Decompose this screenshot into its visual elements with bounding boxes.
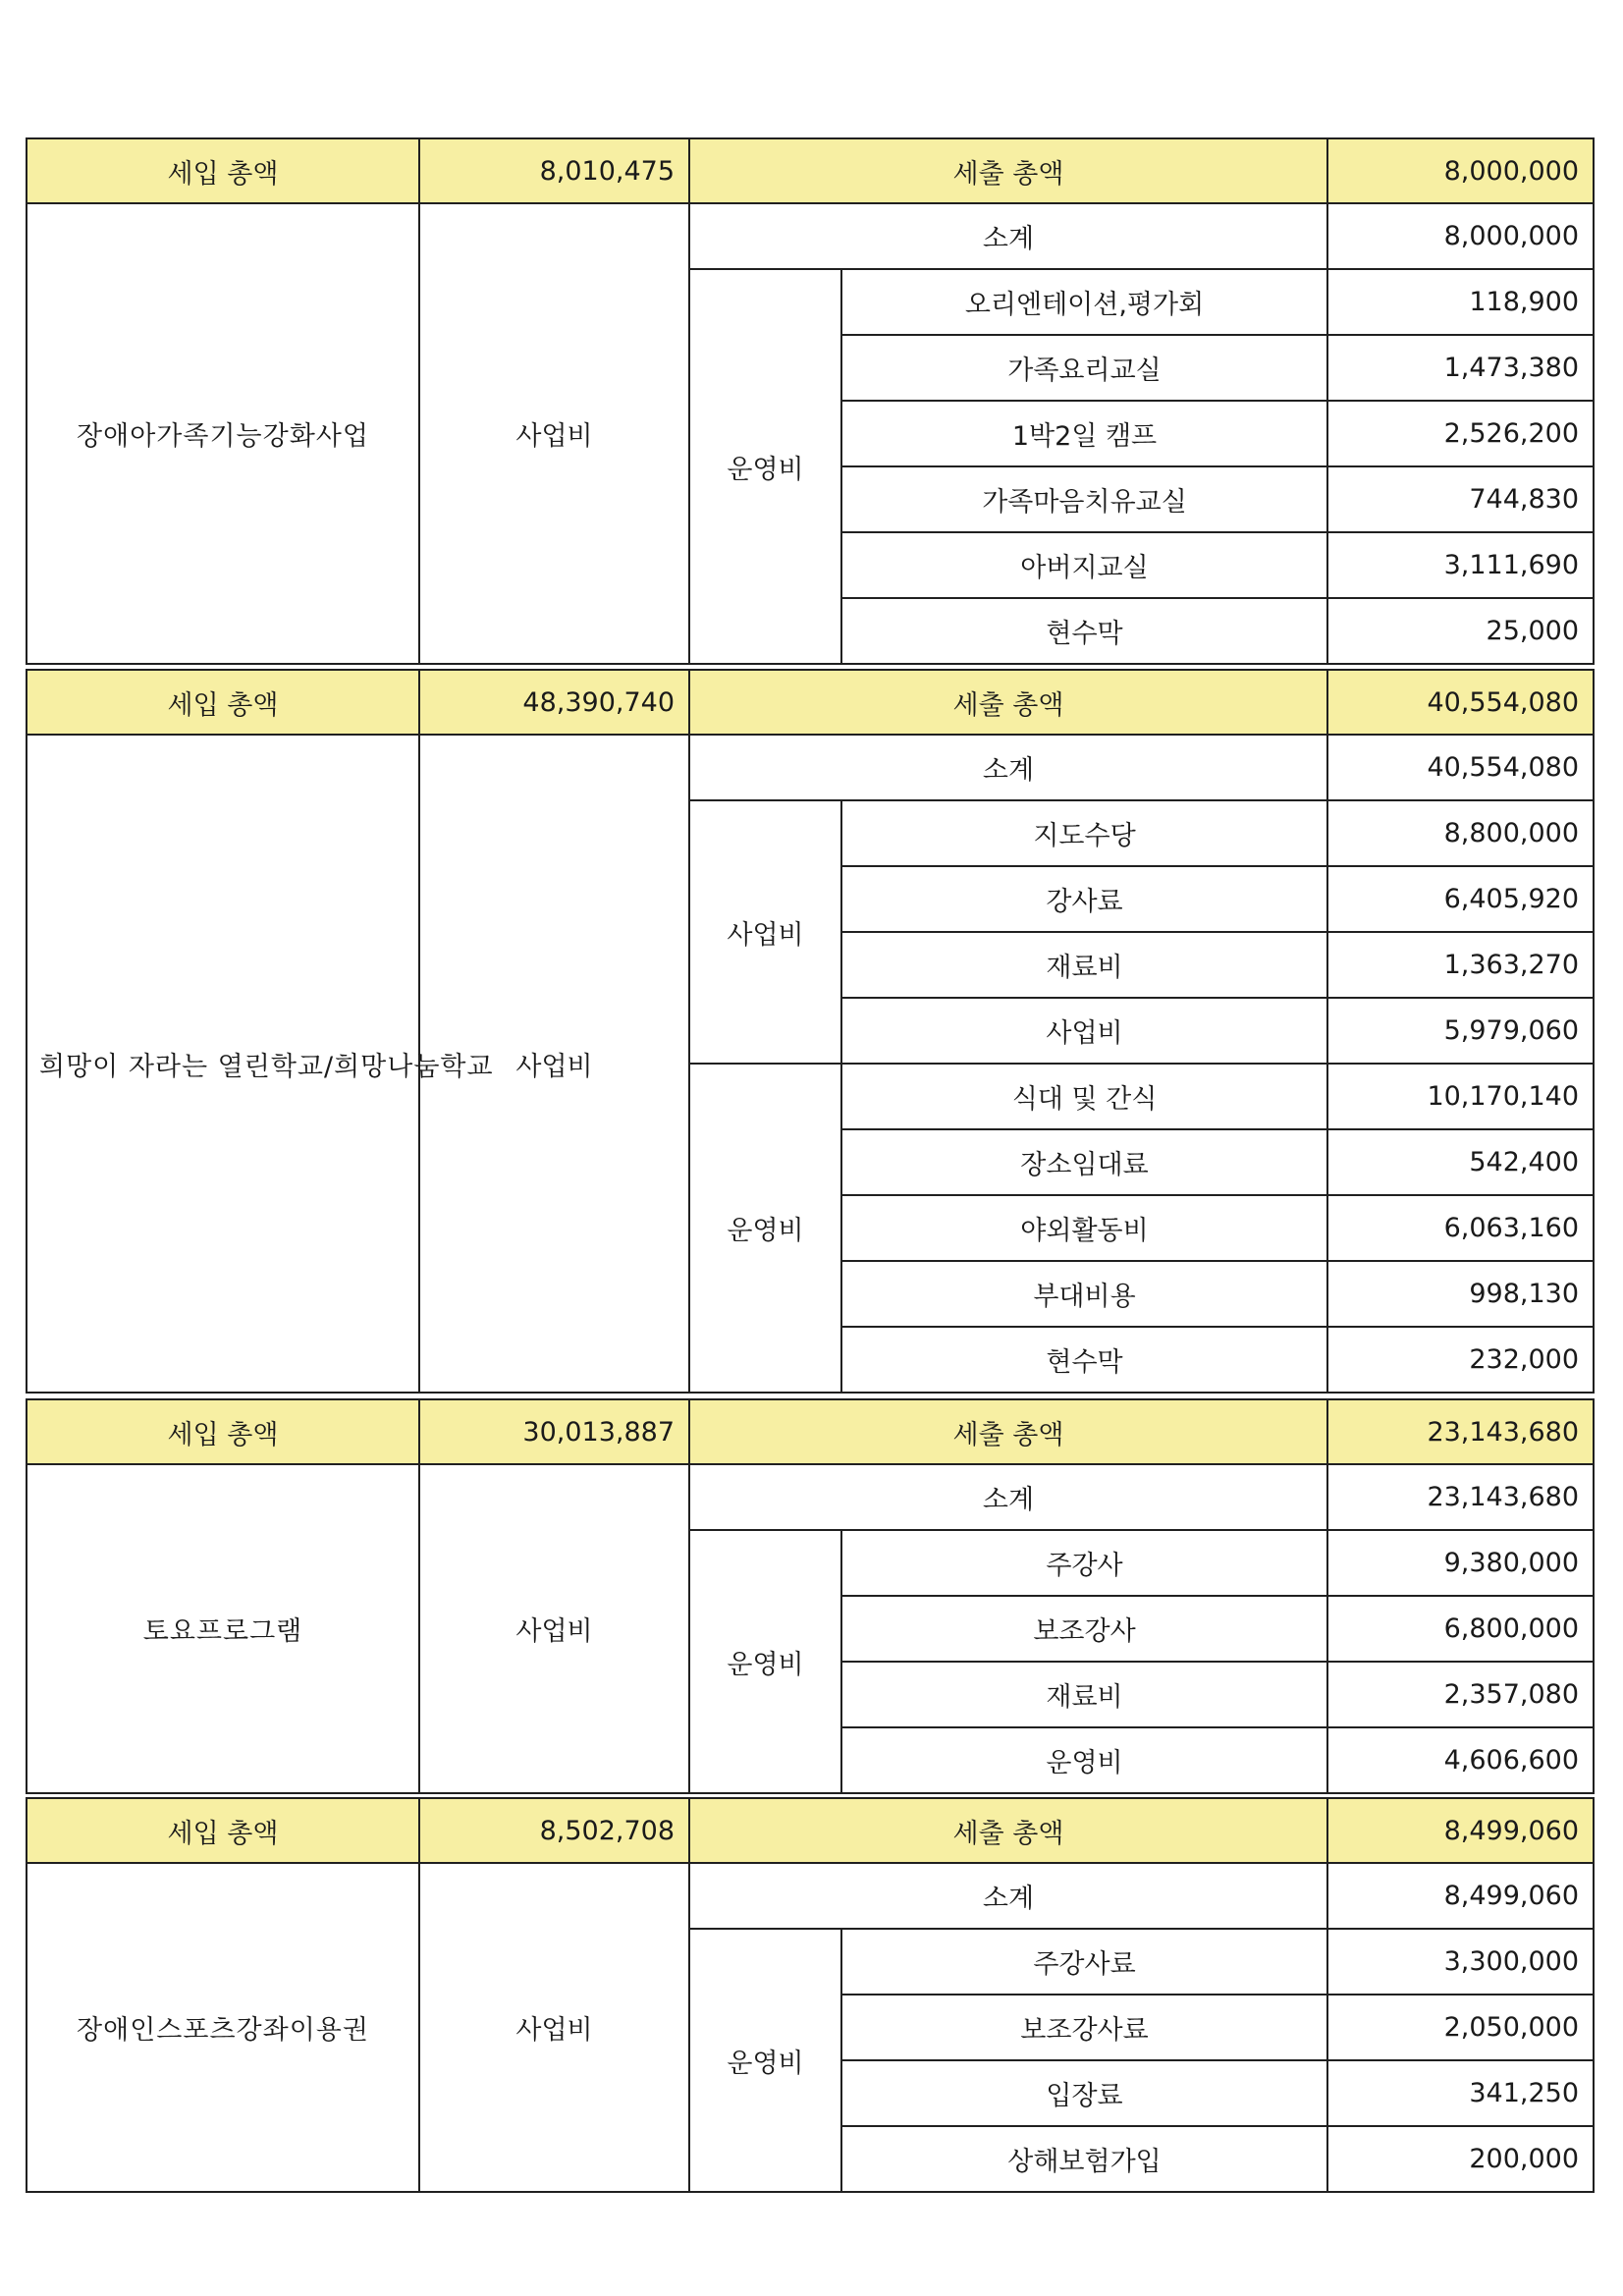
item-label: 상해보험가입 xyxy=(841,2126,1327,2192)
item-amount: 118,900 xyxy=(1327,269,1594,335)
subtotal-label: 소계 xyxy=(689,203,1327,269)
item-amount: 744,830 xyxy=(1327,466,1594,532)
income-total-amount: 8,010,475 xyxy=(419,138,689,203)
item-label: 재료비 xyxy=(841,1662,1327,1727)
item-amount: 2,357,080 xyxy=(1327,1662,1594,1727)
item-label: 주강사 xyxy=(841,1530,1327,1596)
item-amount: 1,363,270 xyxy=(1327,932,1594,998)
subtotal-amount: 23,143,680 xyxy=(1327,1464,1594,1530)
item-amount: 341,250 xyxy=(1327,2060,1594,2126)
item-amount: 200,000 xyxy=(1327,2126,1594,2192)
item-label: 재료비 xyxy=(841,932,1327,998)
item-amount: 998,130 xyxy=(1327,1261,1594,1327)
item-amount: 542,400 xyxy=(1327,1129,1594,1195)
income-total-amount: 30,013,887 xyxy=(419,1399,689,1464)
income-total-amount: 48,390,740 xyxy=(419,670,689,735)
subtotal-label: 소계 xyxy=(689,1464,1327,1530)
item-label: 1박2일 캠프 xyxy=(841,401,1327,466)
income-total-label: 세입 총액 xyxy=(27,138,419,203)
item-label: 가족요리교실 xyxy=(841,335,1327,401)
subcategory-name: 사업비 xyxy=(689,800,841,1064)
item-amount: 6,063,160 xyxy=(1327,1195,1594,1261)
expense-total-label: 세출 총액 xyxy=(689,670,1327,735)
item-amount: 1,473,380 xyxy=(1327,335,1594,401)
section-header-row xyxy=(27,1798,1594,1863)
program-name: 장애인스포츠강좌이용권 xyxy=(27,1863,419,2192)
item-amount: 10,170,140 xyxy=(1327,1064,1594,1129)
item-label: 사업비 xyxy=(841,998,1327,1064)
subcategory-name: 운영비 xyxy=(689,1064,841,1393)
income-total-label: 세입 총액 xyxy=(27,1798,419,1863)
item-amount: 8,800,000 xyxy=(1327,800,1594,866)
program-name: 장애아가족기능강화사업 xyxy=(27,203,419,664)
item-amount: 6,800,000 xyxy=(1327,1596,1594,1662)
program-name: 토요프로그램 xyxy=(27,1464,419,1793)
item-amount: 4,606,600 xyxy=(1327,1727,1594,1793)
income-total-label: 세입 총액 xyxy=(27,670,419,735)
category-name: 사업비 xyxy=(419,203,689,664)
item-amount: 5,979,060 xyxy=(1327,998,1594,1064)
expense-total-amount: 8,499,060 xyxy=(1327,1798,1594,1863)
item-label: 식대 및 간식 xyxy=(841,1064,1327,1129)
program-name: 희망이 자라는 열린학교/희망나눔학교 xyxy=(27,735,419,1393)
income-total-label: 세입 총액 xyxy=(27,1399,419,1464)
item-label: 현수막 xyxy=(841,598,1327,664)
expense-total-amount: 8,000,000 xyxy=(1327,138,1594,203)
expense-total-label: 세출 총액 xyxy=(689,1798,1327,1863)
item-amount: 232,000 xyxy=(1327,1327,1594,1393)
section-header-row xyxy=(27,1399,1594,1464)
subtotal-amount: 8,499,060 xyxy=(1327,1863,1594,1929)
section-header-row xyxy=(27,670,1594,735)
subtotal-row xyxy=(27,1464,1594,1530)
category-name: 사업비 xyxy=(419,735,689,1393)
item-label: 아버지교실 xyxy=(841,532,1327,598)
item-label: 부대비용 xyxy=(841,1261,1327,1327)
expense-total-amount: 23,143,680 xyxy=(1327,1399,1594,1464)
category-name: 사업비 xyxy=(419,1863,689,2192)
item-label: 장소임대료 xyxy=(841,1129,1327,1195)
item-label: 보조강사 xyxy=(841,1596,1327,1662)
subtotal-label: 소계 xyxy=(689,1863,1327,1929)
expense-total-label: 세출 총액 xyxy=(689,138,1327,203)
item-label: 오리엔테이션,평가회 xyxy=(841,269,1327,335)
item-label: 보조강사료 xyxy=(841,1995,1327,2060)
budget-section xyxy=(26,669,1595,1394)
item-label: 가족마음치유교실 xyxy=(841,466,1327,532)
expense-total-label: 세출 총액 xyxy=(689,1399,1327,1464)
subtotal-row xyxy=(27,735,1594,800)
subcategory-name: 운영비 xyxy=(689,1530,841,1793)
budget-section xyxy=(26,1398,1595,1794)
expense-total-amount: 40,554,080 xyxy=(1327,670,1594,735)
subtotal-label: 소계 xyxy=(689,735,1327,800)
budget-section xyxy=(26,1797,1595,2193)
subtotal-amount: 40,554,080 xyxy=(1327,735,1594,800)
item-label: 주강사료 xyxy=(841,1929,1327,1995)
subtotal-amount: 8,000,000 xyxy=(1327,203,1594,269)
budget-section xyxy=(26,137,1595,665)
section-header-row xyxy=(27,138,1594,203)
income-total-amount: 8,502,708 xyxy=(419,1798,689,1863)
item-amount: 2,050,000 xyxy=(1327,1995,1594,2060)
item-amount: 3,111,690 xyxy=(1327,532,1594,598)
subcategory-name: 운영비 xyxy=(689,269,841,664)
category-name: 사업비 xyxy=(419,1464,689,1793)
item-label: 야외활동비 xyxy=(841,1195,1327,1261)
subtotal-row xyxy=(27,203,1594,269)
item-label: 입장료 xyxy=(841,2060,1327,2126)
item-amount: 25,000 xyxy=(1327,598,1594,664)
item-label: 현수막 xyxy=(841,1327,1327,1393)
item-amount: 2,526,200 xyxy=(1327,401,1594,466)
subcategory-name: 운영비 xyxy=(689,1929,841,2192)
item-amount: 9,380,000 xyxy=(1327,1530,1594,1596)
subtotal-row xyxy=(27,1863,1594,1929)
item-amount: 6,405,920 xyxy=(1327,866,1594,932)
item-label: 강사료 xyxy=(841,866,1327,932)
item-amount: 3,300,000 xyxy=(1327,1929,1594,1995)
item-label: 지도수당 xyxy=(841,800,1327,866)
item-label: 운영비 xyxy=(841,1727,1327,1793)
